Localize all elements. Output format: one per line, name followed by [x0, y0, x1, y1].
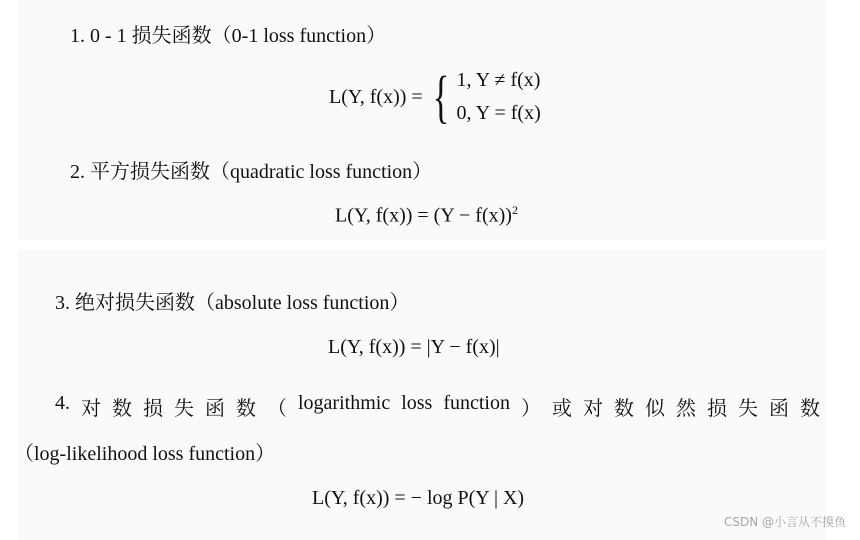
heading-token: 失: [737, 398, 758, 420]
heading-token: 损: [706, 398, 727, 420]
heading-token: 数: [236, 398, 256, 420]
heading-token: function: [443, 392, 510, 414]
heading-token: 对: [582, 398, 603, 420]
heading-token: 或: [551, 398, 572, 420]
formula-quadratic-body: L(Y, f(x)) = (Y − f(x)): [335, 204, 512, 227]
heading-token: 函: [205, 398, 225, 420]
section-1-heading: 1. 0 - 1 损失函数（0-1 loss function）: [70, 25, 387, 47]
formula-quadratic-exponent: 2: [511, 203, 518, 217]
heading-token: 数: [613, 398, 634, 420]
heading-token: 似: [644, 398, 665, 420]
heading-token: （: [267, 398, 287, 420]
formula-absolute-loss: L(Y, f(x)) = |Y − f(x)|: [328, 336, 500, 358]
formula-0-1-loss: [329, 62, 541, 132]
heading-token: 损: [143, 398, 163, 420]
heading-token: 函: [768, 398, 789, 420]
formula-log-loss: L(Y, f(x)) = − log P(Y | X): [312, 487, 525, 509]
section-4-heading-line2: （log-likelihood loss function）: [14, 443, 276, 465]
csdn-watermark: CSDN @小言从不摸鱼: [723, 515, 846, 529]
heading-token: 数: [112, 398, 132, 420]
heading-token: 然: [675, 398, 696, 420]
formula-0-1-lhs: L(Y, f(x)) =: [329, 86, 423, 108]
section-2-heading: 2. 平方损失函数（quadratic loss function）: [70, 161, 433, 183]
section-4-heading-line1: [55, 392, 820, 421]
heading-token: 失: [174, 398, 194, 420]
heading-token: ）: [520, 398, 541, 420]
cases-brace: {: [432, 64, 449, 129]
formula-quadratic-loss: [335, 203, 518, 228]
heading-token: 数: [799, 398, 820, 420]
heading-token: 对: [81, 398, 101, 420]
heading-token: 4.: [55, 392, 70, 414]
heading-token: logarithmic: [298, 392, 391, 414]
formula-cases: [457, 64, 541, 130]
section-3-heading: 3. 绝对损失函数（absolute loss function）: [55, 292, 410, 314]
case-line-2: 0, Y = f(x): [456, 102, 541, 124]
heading-token: loss: [401, 392, 433, 414]
case-line-1: 1, Y ≠ f(x): [456, 69, 541, 91]
